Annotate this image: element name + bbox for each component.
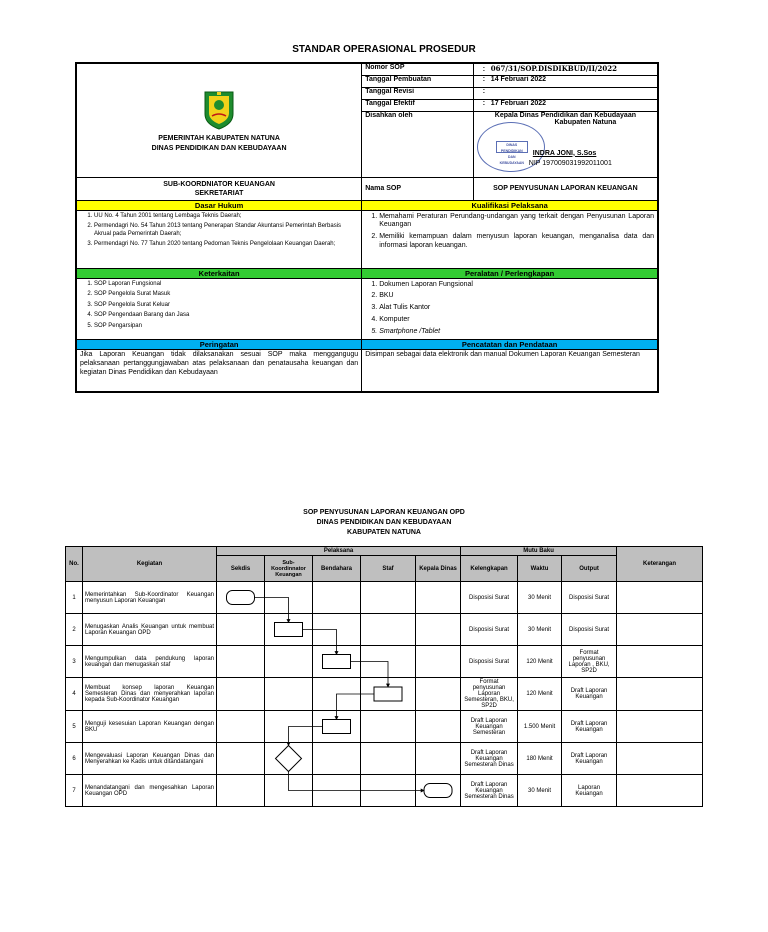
row-kelengkapan: Draft Laporan Keuangan Semesteran [461, 711, 518, 743]
org-name-line2: DINAS PENDIDIKAN DAN KEBUDAYAAN [151, 145, 287, 152]
sop-name-value: SOP PENYUSUNAN LAPORAN KEUANGAN [473, 177, 658, 200]
row-output: Laporan Keuangan [562, 775, 617, 807]
lane-kadis [416, 582, 461, 614]
lane-staf [361, 614, 416, 646]
lane-staf [361, 678, 416, 711]
kualifikasi-list: 1. Memahami Peraturan Perundang-undangan yang terkait dengan Penyusunan Laporan Keuangan 2. Memiliki kemampuan dalam menyusun laporan keuangan, menganalisa data dan informasi laporan keuangan. [362, 210, 658, 268]
natuna-emblem-icon [203, 90, 235, 130]
row-kegiatan: Memerintahkan Sub-Koordinator Keuangan menyusun Laporan Keuangan [83, 582, 217, 614]
lane-staf [361, 646, 416, 678]
row-output: Draft Laporan Keuangan [562, 711, 617, 743]
row-waktu: 120 Menit [518, 678, 562, 711]
row-kelengkapan: Disposisi Surat [461, 582, 518, 614]
row-keterangan [617, 711, 703, 743]
row-keterangan [617, 775, 703, 807]
row-kelengkapan: Disposisi Surat [461, 646, 518, 678]
flow-row [66, 743, 703, 775]
document-title: STANDAR OPERASIONAL PROSEDUR [292, 44, 476, 55]
row-kegiatan: Menandatangani dan mengesahkan Laporan Keuangan OPD [83, 775, 217, 807]
meta-label: Tanggal Pembuatan [362, 75, 474, 87]
col-subkoor: Sub-Koordinnator Keuangan [265, 556, 313, 582]
col-kelengkapan: Kelengkapan [461, 556, 518, 582]
approval-nip: NIP 197009031992011001 [528, 159, 612, 167]
lane-bendahara [313, 614, 361, 646]
row-kelengkapan: Draft Laporan Keuangan Semesteran Dinas [461, 743, 518, 775]
section-peringatan: Peringatan [76, 340, 362, 350]
org-cell [76, 63, 362, 177]
lane-subkoor [265, 614, 313, 646]
lane-kadis [416, 614, 461, 646]
row-waktu: 30 Menit [518, 614, 562, 646]
row-no: 2 [66, 614, 83, 646]
lane-bendahara [313, 775, 361, 807]
lane-sekdis [217, 582, 265, 614]
lane-kadis [416, 743, 461, 775]
lane-kadis [416, 646, 461, 678]
lane-subkoor [265, 678, 313, 711]
row-kegiatan: Menguji kesesuian Laporan Keuangan dengan BKU [83, 711, 217, 743]
lane-sekdis [217, 711, 265, 743]
approval-title2: Kabupaten Natuna [554, 118, 617, 126]
row-kelengkapan: Draft Laporan Keuangan Semesteran Dinas [461, 775, 518, 807]
lane-sekdis [217, 614, 265, 646]
row-waktu: 30 Menit [518, 775, 562, 807]
col-keterangan: Keterangan [617, 547, 703, 582]
col-no: No. [66, 547, 83, 582]
flow-title: SOP PENYUSUNAN LAPORAN KEUANGAN OPD DINAS PENDIDIKAN DAN KEBUDAYAAN KABUPATEN NATUNA [303, 509, 465, 536]
row-keterangan [617, 743, 703, 775]
peralatan-list: 1. Dokumen Laporan Fungsional 2. BKU 3. Alat Tulis Kantor 4. Komputer 5. Smartphone /Tablet [362, 278, 658, 340]
col-mutu-baku: Mutu Baku [461, 547, 617, 556]
col-kadis: Kepala Dinas [416, 556, 461, 582]
row-keterangan [617, 646, 703, 678]
row-kelengkapan: Disposisi Surat [461, 614, 518, 646]
lane-bendahara [313, 711, 361, 743]
row-kegiatan: Membuat konsep laporan Keuangan Semesteran Dinas dan menyerahkan laporan kepada Sub-Koordinator Keuangan [83, 678, 217, 711]
row-waktu: 180 Menit [518, 743, 562, 775]
pencatatan-text: Disimpan sebagai data elektronik dan manual Dokumen Laporan Keuangan Semesteran [362, 350, 658, 392]
lane-subkoor [265, 711, 313, 743]
row-no: 1 [66, 582, 83, 614]
meta-label: Tanggal Efektif [362, 99, 474, 111]
lane-staf [361, 711, 416, 743]
section-pencatatan: Pencatatan dan Pendataan [362, 340, 658, 350]
row-kegiatan: Menugaskan Analis Keuangan untuk membuat Laporan Keuangan OPD [83, 614, 217, 646]
lane-subkoor [265, 646, 313, 678]
logo [77, 64, 361, 130]
row-keterangan [617, 614, 703, 646]
lane-sekdis [217, 775, 265, 807]
approval-label: Disahkan oleh [362, 111, 474, 177]
lane-subkoor [265, 743, 313, 775]
row-no: 6 [66, 743, 83, 775]
col-sekdis: Sekdis [217, 556, 265, 582]
lane-bendahara [313, 743, 361, 775]
lane-bendahara [313, 646, 361, 678]
row-output: Draft Laporan Keuangan [562, 678, 617, 711]
row-no: 5 [66, 711, 83, 743]
row-kegiatan: Mengevaluasi Laporan Keuangan Dinas dan Menyerahkan ke Kadis untuk ditandatangani [83, 743, 217, 775]
row-no: 7 [66, 775, 83, 807]
row-output: Disposisi Surat [562, 614, 617, 646]
col-waktu: Waktu [518, 556, 562, 582]
col-output: Output [562, 556, 617, 582]
sop-name-label: Nama SOP [362, 177, 474, 200]
lane-sekdis [217, 678, 265, 711]
row-output: Draft Laporan Keuangan [562, 743, 617, 775]
approval-signature [473, 111, 658, 177]
lane-staf [361, 743, 416, 775]
lane-bendahara [313, 582, 361, 614]
lane-bendahara [313, 678, 361, 711]
lane-kadis [416, 678, 461, 711]
meta-value: : 14 Februari 2022 [473, 75, 658, 87]
flow-row [66, 614, 703, 646]
org-name-line1: PEMERINTAH KABUPATEN NATUNA [158, 135, 280, 142]
flow-row [66, 582, 703, 614]
lane-kadis [416, 775, 461, 807]
dasar-hukum-list: 1. UU No. 4 Tahun 2001 tentang Lembaga Teknis Daerah; 2. Permendagri No. 54 Tahun 2013 tentang Penerapan Standar Akuntansi Pemerintah Berbasis Akrual pada Pemerintah Daerah; 3. Permendagri No. 77 Tahun 2020 tentang Pedoman Teknis Pengelolaan Keuangan Daerah; [76, 210, 362, 268]
stamp-text: DINAS PENDIDIKAN DAN KEBUDAYAAN [496, 141, 528, 153]
lane-staf [361, 582, 416, 614]
meta-value: : [473, 87, 658, 99]
section-kualifikasi: Kualifikasi Pelaksana [362, 200, 658, 210]
col-staf: Staf [361, 556, 416, 582]
meta-value: : 17 Februari 2022 [473, 99, 658, 111]
row-keterangan [617, 678, 703, 711]
lane-sekdis [217, 646, 265, 678]
flow-table [65, 546, 703, 807]
lane-sekdis [217, 743, 265, 775]
approval-name: INDRA JONI, S.Sos [532, 149, 597, 157]
row-waktu: 30 Menit [518, 582, 562, 614]
section-keterkaitan: Keterkaitan [76, 268, 362, 278]
sop-header-table [75, 62, 659, 393]
approval-title1: Kepala Dinas Pendidikan dan Kebudayaan [494, 111, 636, 119]
row-output: Format penyusunan Laporan , BKU, SP2D [562, 646, 617, 678]
col-pelaksana: Pelaksana [217, 547, 461, 556]
section-dasar-hukum: Dasar Hukum [76, 200, 362, 210]
col-bendahara: Bendahara [313, 556, 361, 582]
meta-label: Nomor SOP [362, 63, 474, 75]
meta-label: Tanggal Revisi [362, 87, 474, 99]
row-keterangan [617, 582, 703, 614]
unit-cell: SUB-KOORDNIATOR KEUANGAN SEKRETARIAT [76, 177, 362, 200]
flow-row [66, 711, 703, 743]
row-waktu: 1.500 Menit [518, 711, 562, 743]
lane-kadis [416, 711, 461, 743]
row-output: Disposisi Surat [562, 582, 617, 614]
row-waktu: 120 Menit [518, 646, 562, 678]
lane-staf [361, 775, 416, 807]
peringatan-text: Jika Laporan Keuangan tidak dilaksanakan sesuai SOP maka menggangugu pelaksanaan pertanggungjawaban atas pelaksanaan dan penatausaha keuangan dan kegiatan Dinas Pendidikan dan Kebudayaan [76, 350, 362, 392]
flow-row [66, 646, 703, 678]
row-no: 3 [66, 646, 83, 678]
lane-subkoor [265, 775, 313, 807]
row-kegiatan: Mengumpulkan data pendukung laporan keuangan dan menugaskan staf [83, 646, 217, 678]
row-no: 4 [66, 678, 83, 711]
flow-row [66, 775, 703, 807]
flow-row [66, 678, 703, 711]
keterkaitan-list: 1. SOP Laporan Fungsional 2. SOP Pengelola Surat Masuk 3. SOP Pengelola Surat Keluar 4. SOP Pengendaan Barang dan Jasa 5. SOP Pengarsipan [76, 278, 362, 340]
lane-subkoor [265, 582, 313, 614]
meta-value: : 067/31/SOP.DISDIKBUD/II/2022 [473, 63, 658, 75]
section-peralatan: Peralatan / Perlengkapan [362, 268, 658, 278]
col-kegiatan: Kegiatan [83, 547, 217, 582]
row-kelengkapan: Format penyusunan Laporan Semesteran, BKU, SP2D [461, 678, 518, 711]
